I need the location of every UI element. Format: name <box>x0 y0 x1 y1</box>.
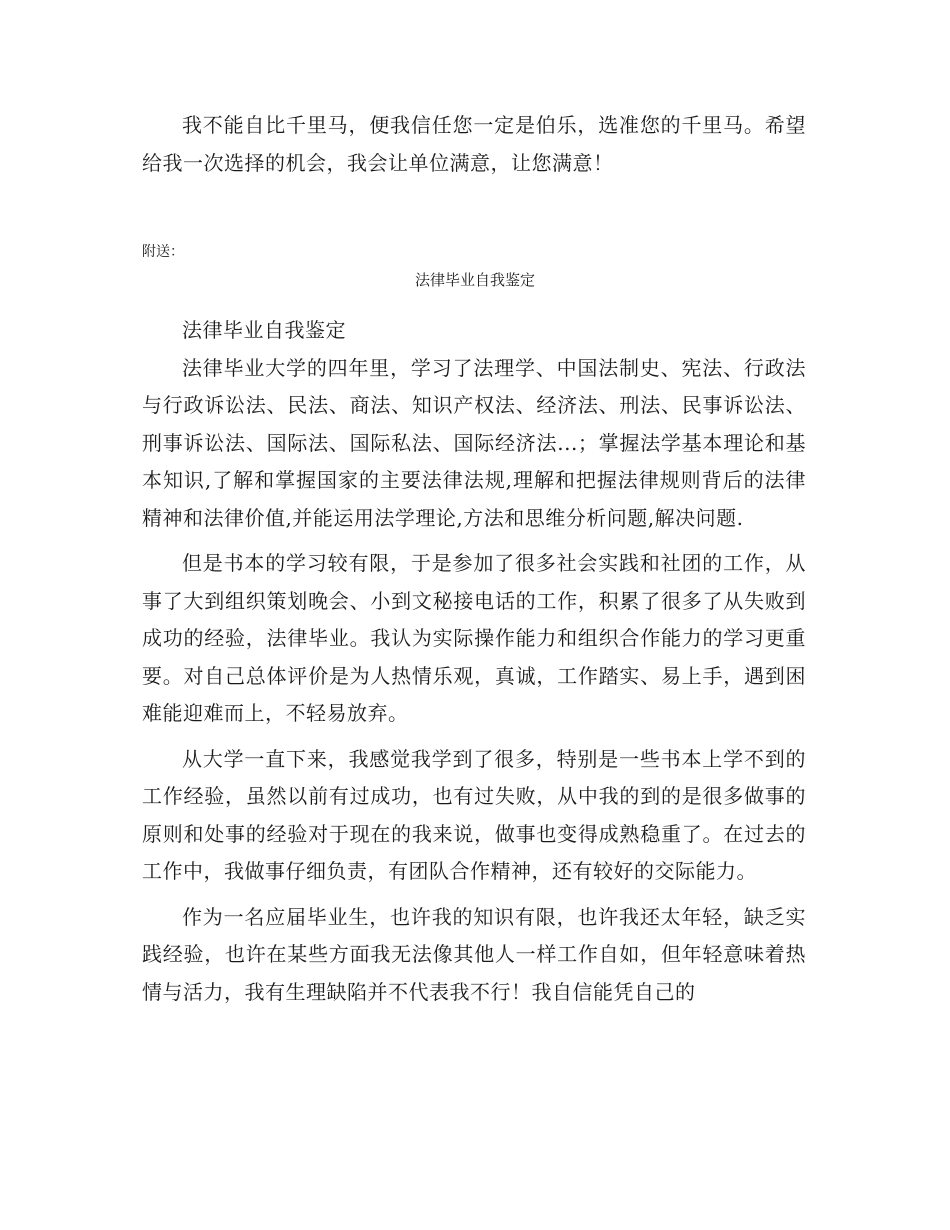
body-paragraph: 从大学一直下来，我感觉我学到了很多，特别是一些书本上学不到的工作经验，虽然以前有过成功，也有过失败，从中我的到的是很多做事的原则和处事的经验对于现在的我来说，做事也变得成熟稳重了。在过去的工作中，我做事仔细负责，有团队合作精神，还有较好的交际能力。 <box>142 746 806 883</box>
self-evaluation-section <box>142 312 806 1011</box>
section-heading: 法律毕业自我鉴定 <box>182 318 346 342</box>
body-paragraph: 作为一名应届毕业生，也许我的知识有限，也许我还太年轻，缺乏实践经验，也许在某些方面我无法像其他人一样工作自如，但年轻意味着热情与活力，我有生理缺陷并不代表我不行！我自信能凭自己的 <box>142 904 806 1004</box>
body-paragraph: 但是书本的学习较有限，于是参加了很多社会实践和社团的工作，从事了大到组织策划晚会、小到文秘接电话的工作，积累了很多了从失败到成功的经验，法律毕业。我认为实际操作能力和组织合作能力的学习更重要。对自己总体评价是为人热情乐观，真诚，工作踏实、易上手，遇到困难能迎难而上，不轻易放弃。 <box>142 551 806 725</box>
attachment-label: 附送： <box>142 244 184 260</box>
body-paragraph: 法律毕业大学的四年里，学习了法理学、中国法制史、宪法、行政法与行政诉讼法、民法、商法、知识产权法、经济法、刑法、民事诉讼法、刑事诉讼法、国际法、国际私法、国际经济法...；掌握法学基本理论和基本知识,了解和掌握国家的主要法律法规,理解和把握法律规则背后的法律精神和法律价值,并能运用法学理论,方法和思维分析问题,解决问题. <box>142 355 806 530</box>
intro-paragraph: 我不能自比千里马，便我信任您一定是伯乐，选准您的千里马。希望给我一次选择的机会，我会让单位满意，让您满意！ <box>142 113 806 175</box>
document-title: 法律毕业自我鉴定 <box>414 271 535 289</box>
intro-section <box>142 107 806 182</box>
